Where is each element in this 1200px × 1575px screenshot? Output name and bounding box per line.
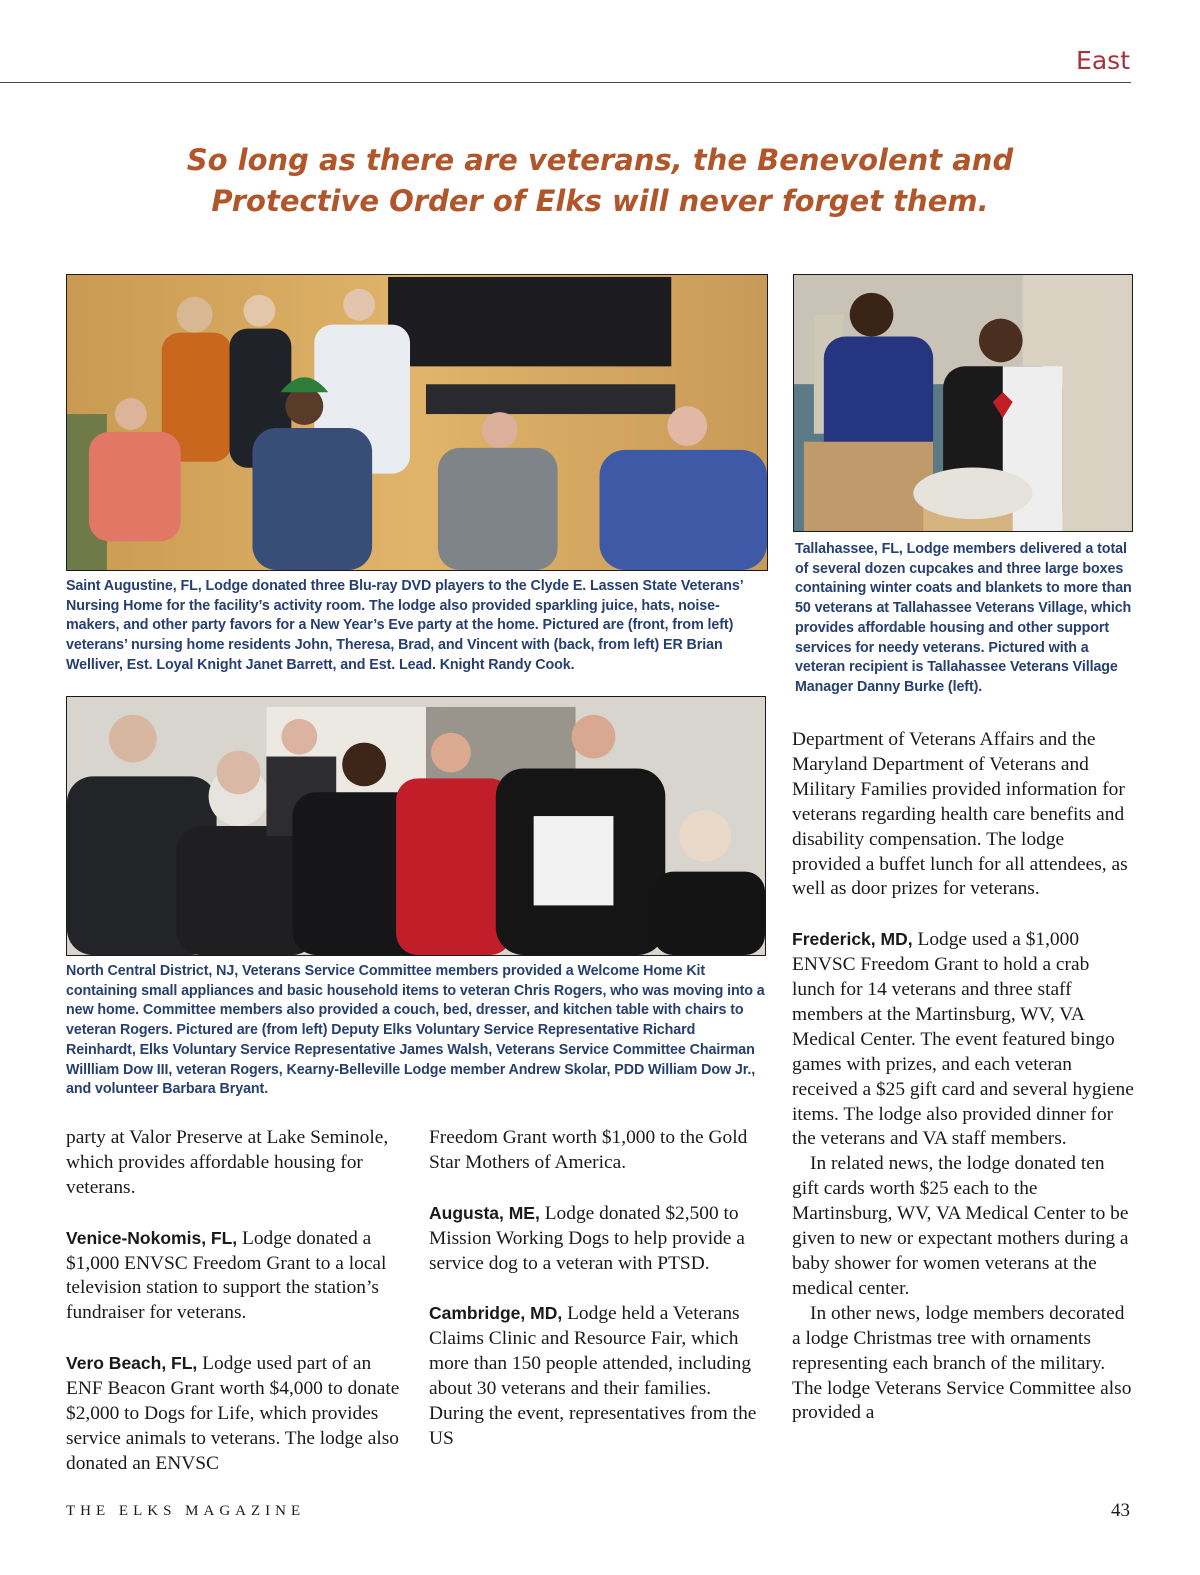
caption-place: Saint Augustine, FL, [66,578,202,594]
caption-place: North Central District, NJ, [66,963,239,979]
tallahassee-photo [793,274,1133,532]
cambridge-text: Lodge held a Veterans Claims Clinic and Resource Fair, which more than 150 people attended, including about 30 veterans and their families. During the event, representatives from the US [429,1303,757,1449]
venice-text: Lodge donated a $1,000 ENVSC Freedom Grant to a local television station to support the station’s fundraiser for veterans. [66,1227,387,1324]
column-2 [429,1126,759,1452]
saint-augustine-caption [66,577,768,676]
venice-place: Venice-Nokomis, FL, [66,1227,238,1248]
vero-beach-item [66,1351,406,1477]
col3-continuation: Department of Veterans Affairs and the Maryland Department of Veterans and Military Families provided information for veterans regarding health care benefits and disability compensation. The lodge provided a buffet lunch for all attendees, as well as door prizes for veterans. [792,729,1128,900]
pull-quote-line-1: So long as there are veterans, the Benevolent and [186,143,1014,177]
venice-nokomis-item [66,1226,406,1327]
north-central-caption [66,962,766,1100]
column-3 [792,728,1134,1426]
vero-text: Lodge used part of an ENF Beacon Grant worth $4,000 to donate $2,000 to Dogs for Life, which provides service animals to veterans. The lodge also donated an ENVSC [66,1353,400,1474]
cambridge-place: Cambridge, MD, [429,1303,563,1324]
column-1 [66,1126,406,1477]
tallahassee-caption [795,540,1135,698]
frederick-item [792,927,1134,1152]
footer-magazine-name [66,1503,305,1520]
cambridge-item [429,1301,759,1451]
augusta-place: Augusta, ME, [429,1202,540,1223]
page-number: 43 [1111,1500,1130,1521]
caption-text: Lodge donated three Blu-ray DVD players to the Clyde E. Lassen State Veterans’ Nursing Home for the facility’s activity room. The lodge also provided sparkling juice, hats, noise-makers, and other party favors for a New Year’s Eve party at the home. Pictured are (front, from left) veterans’ nursing home residents John, Theresa, Brad, and Vincent with (back, from left) ER Brian Welliver, Est. Loyal Knight Janet Barrett, and Est. Lead. Knight Randy Cook. [66,578,743,673]
header-rule [0,82,1131,83]
augusta-text: Lodge donated $2,500 to Mission Working Dogs to help provide a service dog to a veteran with PTSD. [429,1202,745,1274]
saint-augustine-photo [66,274,768,571]
section-label: East [1076,46,1130,75]
caption-text: Lodge members delivered a total of several dozen cupcakes and three large boxes containing winter coats and blankets to more than 50 veterans at Tallahassee Veterans Village, which provides affordable housing and other support services for needy veterans. Pictured with a veteran recipient is Tallahassee Veterans Village Manager Danny Burke (left). [795,541,1132,695]
other-news: In other news, lodge members decorated a lodge Christmas tree with ornaments representing each branch of the military. The lodge Veterans Service Committee also provided a [792,1302,1132,1424]
magazine-name: THE ELKS MAGAZINE [66,1503,306,1519]
frederick-place: Frederick, MD, [792,929,913,950]
col1-continuation: party at Valor Preserve at Lake Seminole, which provides affordable housing for veterans. [66,1127,389,1198]
frederick-text: Lodge used a $1,000 ENVSC Freedom Grant to hold a crab lunch for 14 veterans and three staff members at the Martinsburg, WV, VA Medical Center. The event featured bingo games with prizes, and each veteran received a $25 gift card and several hygiene items. The lodge also provided dinner for the veterans and VA staff members. [792,929,1134,1150]
caption-place: Tallahassee, FL, [795,541,903,557]
related-news: In related news, the lodge donated ten gift cards worth $25 each to the Martinsburg, WV, VA Medical Center to be given to new or expectant mothers during a baby shower for women veterans at the medical center. [792,1153,1129,1299]
pull-quote [150,140,1050,222]
pull-quote-line-2: Protective Order of Elks will never forget them. [211,184,989,218]
caption-text: Veterans Service Committee members provided a Welcome Home Kit containing small appliances and basic household items to veteran Chris Rogers, who was moving into a new home. Committee members also provided a couch, bed, dresser, and kitchen table with chairs to veteran Rogers. Pictured are (from left) Deputy Elks Voluntary Service Representative Richard Reinhardt, Elks Voluntary Service Representative James Walsh, Veterans Service Committee Chairman Willliam Dow III, veteran Rogers, Kearny-Belleville Lodge member Andrew Skolar, PDD William Dow Jr., and volunteer Barbara Bryant. [66,963,765,1098]
north-central-photo [66,696,766,956]
vero-place: Vero Beach, FL, [66,1353,198,1374]
col2-continuation: Freedom Grant worth $1,000 to the Gold Star Mothers of America. [429,1127,748,1173]
augusta-item [429,1201,759,1277]
